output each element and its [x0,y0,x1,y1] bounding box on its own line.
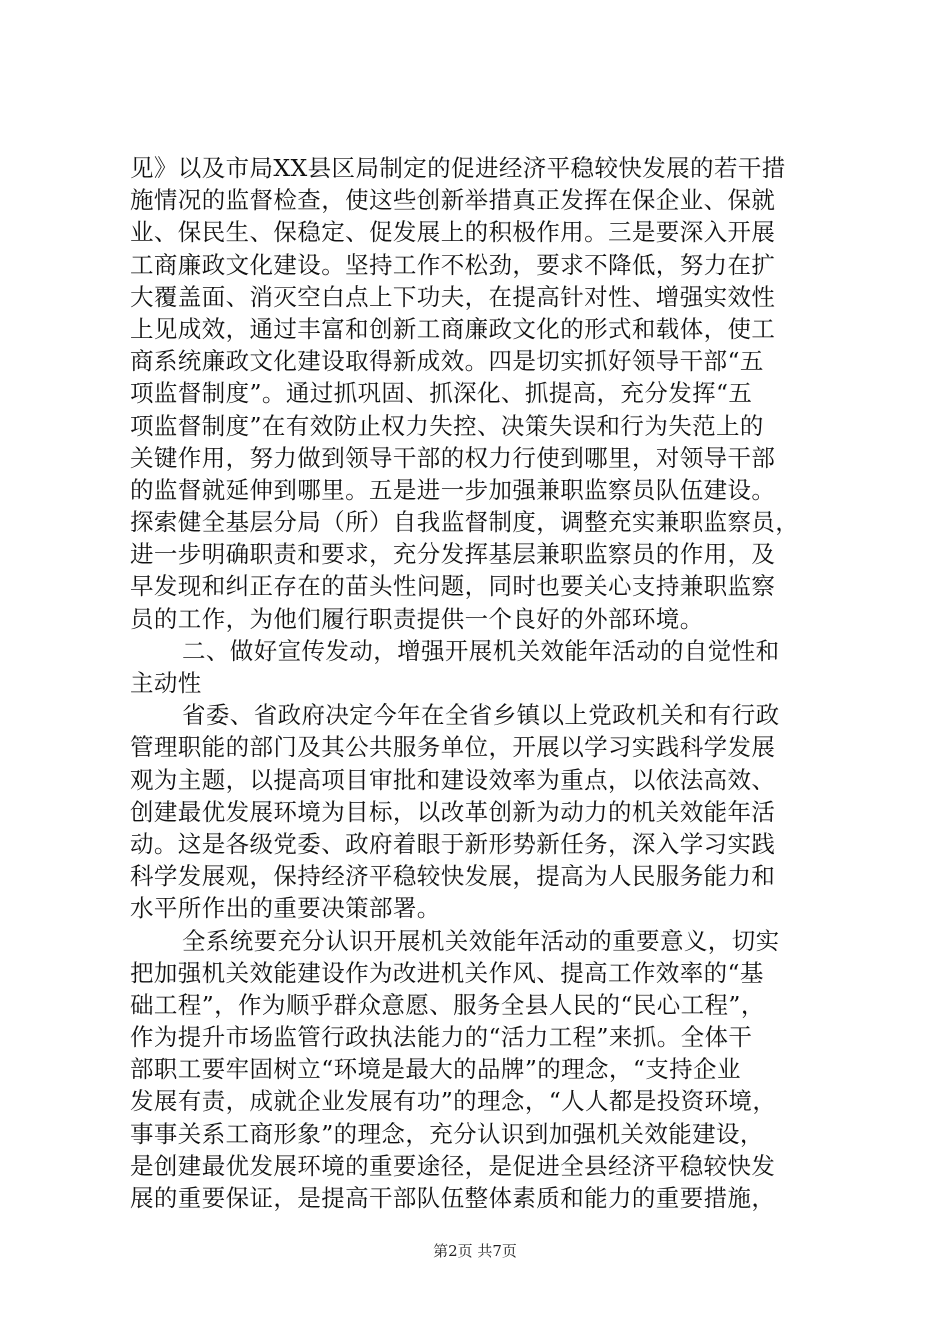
text-line: 关键作用，努力做到领导干部的权力行使到哪里，对领导干部 [130,443,776,472]
text-line: 员的工作，为他们履行职责提供一个良好的外部环境。 [130,604,704,633]
text-line: 础工程”，作为顺乎群众意愿、服务全县人民的“民心工程”， [130,990,765,1019]
text-line: 业、保民生、保稳定、促发展上的积极作用。三是要深入开展 [130,218,776,247]
text-line: 科学发展观，保持经济平稳较快发展，提高为人民服务能力和 [130,862,776,891]
text-line: 二、做好宣传发动，增强开展机关效能年活动的自觉性和 [182,636,780,665]
text-line: 的监督就延伸到哪里。五是进一步加强兼职监察员队伍建设。 [130,475,776,504]
text-line: 项监督制度”。通过抓巩固、抓深化、抓提高，充分发挥“五 [130,379,753,408]
text-line: 省委、省政府决定今年在全省乡镇以上党政机关和有行政 [182,701,780,730]
text-line: 项监督制度”在有效防止权力失控、决策失误和行为失范上的 [130,411,764,440]
text-line: 大覆盖面、消灭空白点上下功夫，在提高针对性、增强实效性 [130,282,776,311]
text-line: 发展有责，成就企业发展有功”的理念，“人人都是投资环境， [130,1087,777,1116]
text-line: 创建最优发展环境为目标，以改革创新为动力的机关效能年活 [130,797,776,826]
page-footer: 第2页 共7页 [433,1242,517,1260]
text-line: 是创建最优发展环境的重要途径，是促进全县经济平稳较快发 [130,1151,776,1180]
text-line: 上见成效，通过丰富和创新工商廉政文化的形式和载体，使工 [130,314,776,343]
text-line: 事事关系工商形象”的理念，充分认识到加强机关效能建设， [130,1119,764,1148]
text-line: 商系统廉政文化建设取得新成效。四是切实抓好领导干部“五 [130,347,764,376]
text-line: 观为主题，以提高项目审批和建设效率为重点，以依法高效、 [130,765,776,794]
text-line: 全系统要充分认识开展机关效能年活动的重要意义，切实 [182,926,780,955]
text-line: 展的重要保证，是提高干部队伍整体素质和能力的重要措施， [130,1184,776,1212]
text-line: 部职工要牢固树立“环境是最大的品牌”的理念，“支持企业 [130,1055,741,1084]
text-line: 探索健全基层分局（所）自我监督制度，调整充实兼职监察员， [130,508,800,537]
text-line: 主动性 [130,669,202,697]
text-line: 进一步明确职责和要求，充分发挥基层兼职监察员的作用，及 [130,540,776,569]
text-line: 早发现和纠正存在的苗头性问题，同时也要关心支持兼职监察 [130,572,776,601]
text-line: 施情况的监督检查，使这些创新举措真正发挥在保企业、保就 [130,186,776,215]
document-body [130,152,835,1214]
text-line: 工商廉政文化建设。坚持工作不松劲，要求不降低，努力在扩 [130,250,776,279]
text-line: 水平所作出的重要决策部署。 [130,894,441,923]
text-line: 把加强机关效能建设作为改进机关作风、提高工作效率的“基 [130,958,764,987]
text-line: 管理职能的部门及其公共服务单位，开展以学习实践科学发展 [130,733,776,762]
text-line: 动。这是各级党委、政府着眼于新形势新任务，深入学习实践 [130,829,776,858]
text-line: 见》以及市局XX县区局制定的促进经济平稳较快发展的若干措 [130,154,786,182]
text-line: 作为提升市场监管行政执法能力的“活力工程”来抓。全体干 [130,1023,753,1052]
